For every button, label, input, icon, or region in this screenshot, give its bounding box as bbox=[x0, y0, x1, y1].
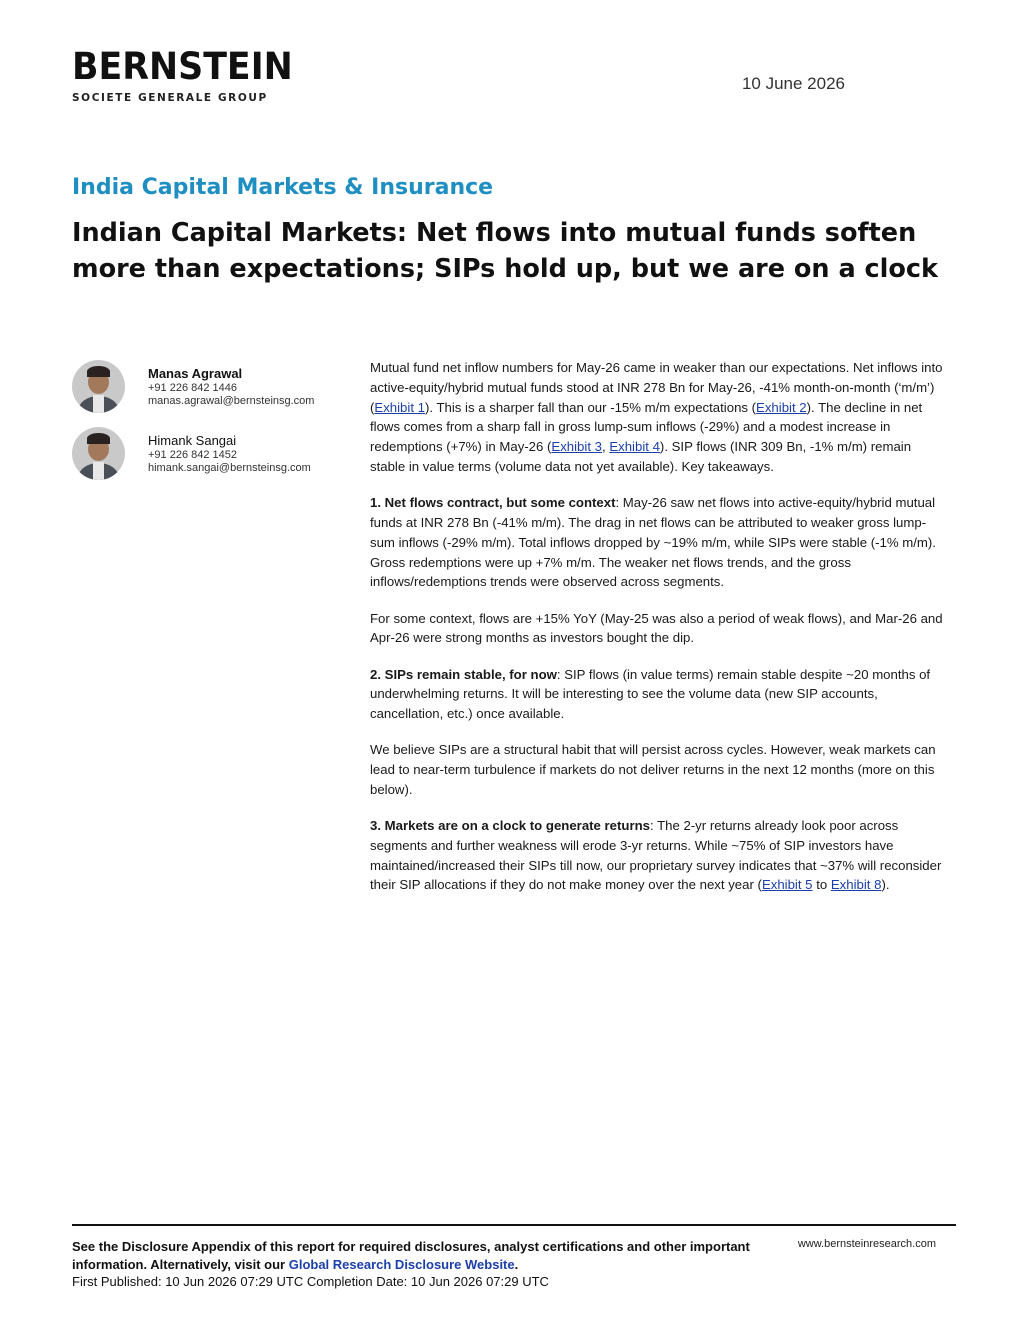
author-email[interactable]: himank.sangai@bernsteinsg.com bbox=[148, 462, 311, 474]
intro-paragraph: Mutual fund net inflow numbers for May-26 came in weaker than our expectations. Net inflows into active-equity/hybrid mutual funds stood at INR 278 Bn for May-26, -41% month-on-month (‘m/m’) (Exhibit 1). This is a sharper fall than our -15% m/m expectations (Exhibit 2). The decline in net flows comes from a sharp fall in gross lump-sum inflows (-29%) and a modest increase in redemptions (+7%) in May-26 (Exhibit 3, Exhibit 4). SIP flows (INR 309 Bn, -1% m/m) remain stable in value terms (volume data not yet available). Key takeaways. bbox=[370, 360, 943, 474]
logo-wordmark: BERNSTEIN bbox=[72, 45, 293, 88]
exhibit-4-link[interactable]: Exhibit 4 bbox=[609, 439, 660, 455]
report-body bbox=[370, 358, 948, 912]
publish-info: First Published: 10 Jun 2026 07:29 UTC Completion Date: 10 Jun 2026 07:29 UTC bbox=[72, 1274, 549, 1289]
author-name: Manas Agrawal bbox=[148, 366, 243, 381]
footer-disclosure: See the Disclosure Appendix of this report for required disclosures, analyst certifications and other important information. Alternatively, visit our Global Research Disclosure Website. First Published: 10 Jun 2026 07:29 UTC Completion Date: 10 Jun 2026 07:29 UTC bbox=[72, 1238, 772, 1291]
exhibit-1-link[interactable]: Exhibit 1 bbox=[374, 399, 425, 415]
avatar bbox=[72, 360, 125, 413]
avatar bbox=[72, 427, 125, 480]
author-email[interactable]: manas.agrawal@bernsteinsg.com bbox=[148, 395, 315, 407]
report-date: 10 June 2026 bbox=[741, 74, 845, 93]
bernstein-logo bbox=[72, 45, 307, 104]
exhibit-8-link[interactable]: Exhibit 8 bbox=[830, 877, 882, 893]
author-card bbox=[72, 360, 314, 413]
sip-paragraph: We believe SIPs are a structural habit that will persist across cycles. However, weak markets can lead to near-term turbulence if markets do not deliver returns in the next 12 months (more on this below). bbox=[370, 742, 936, 797]
takeaway-2: 2. SIPs remain stable, for now: SIP flows (in value terms) remain stable despite ~20 months of underwhelming returns. It will be interesting to see the volume data (new SIP accounts, cancellation, etc.) once available. bbox=[370, 666, 931, 722]
takeaway-1: 1. Net flows contract, but some context: May-26 saw net flows into active-equity/hybrid mutual funds at INR 278 Bn (-41% m/m). The drag in net flows can be attributed to weaker gross lump-sum inflows (-29% m/m). Total inflows dropped by ~19% m/m, while SIPs were stable (-1% m/m). Gross redemptions were up +7% m/m. The weaker net flows trends, and the gross inflows/redemptions trends were observed across segments. bbox=[370, 495, 936, 590]
author-phone: +91 226 842 1446 bbox=[148, 382, 238, 394]
footer-divider bbox=[72, 1224, 956, 1226]
context-paragraph: For some context, flows are +15% YoY (May-25 was also a period of weak flows), and Mar-26 and Apr-26 were strong months as investors bought the dip. bbox=[370, 610, 943, 646]
section-heading: India Capital Markets & Insurance bbox=[72, 175, 494, 200]
disclosure-website-link[interactable]: Global Research Disclosure Website bbox=[288, 1256, 515, 1272]
exhibit-2-link[interactable]: Exhibit 2 bbox=[756, 399, 807, 415]
takeaway-3: 3. Markets are on a clock to generate returns: The 2-yr returns already look poor across segments and further weakness will erode 3-yr returns. While ~75% of SIP investors have maintained/increased their SIPs till now, our proprietary survey indicates that ~37% will reconsider their SIP allocations if they do not make money over the next year (Exhibit 5 to Exhibit 8). bbox=[370, 818, 942, 893]
report-title: Indian Capital Markets: Net flows into mutual funds soften more than expectations; SIPs hold up, but we are on a clock bbox=[72, 218, 938, 284]
exhibit-5-link[interactable]: Exhibit 5 bbox=[761, 877, 813, 893]
logo-subtitle: SOCIETE GENERALE GROUP bbox=[72, 92, 268, 104]
exhibit-3-link[interactable]: Exhibit 3 bbox=[551, 439, 602, 455]
footer-website[interactable]: www.bernsteinresearch.com bbox=[797, 1238, 936, 1250]
author-name: Himank Sangai bbox=[148, 433, 237, 448]
author-card bbox=[72, 427, 311, 480]
author-phone: +91 226 842 1452 bbox=[148, 449, 238, 461]
